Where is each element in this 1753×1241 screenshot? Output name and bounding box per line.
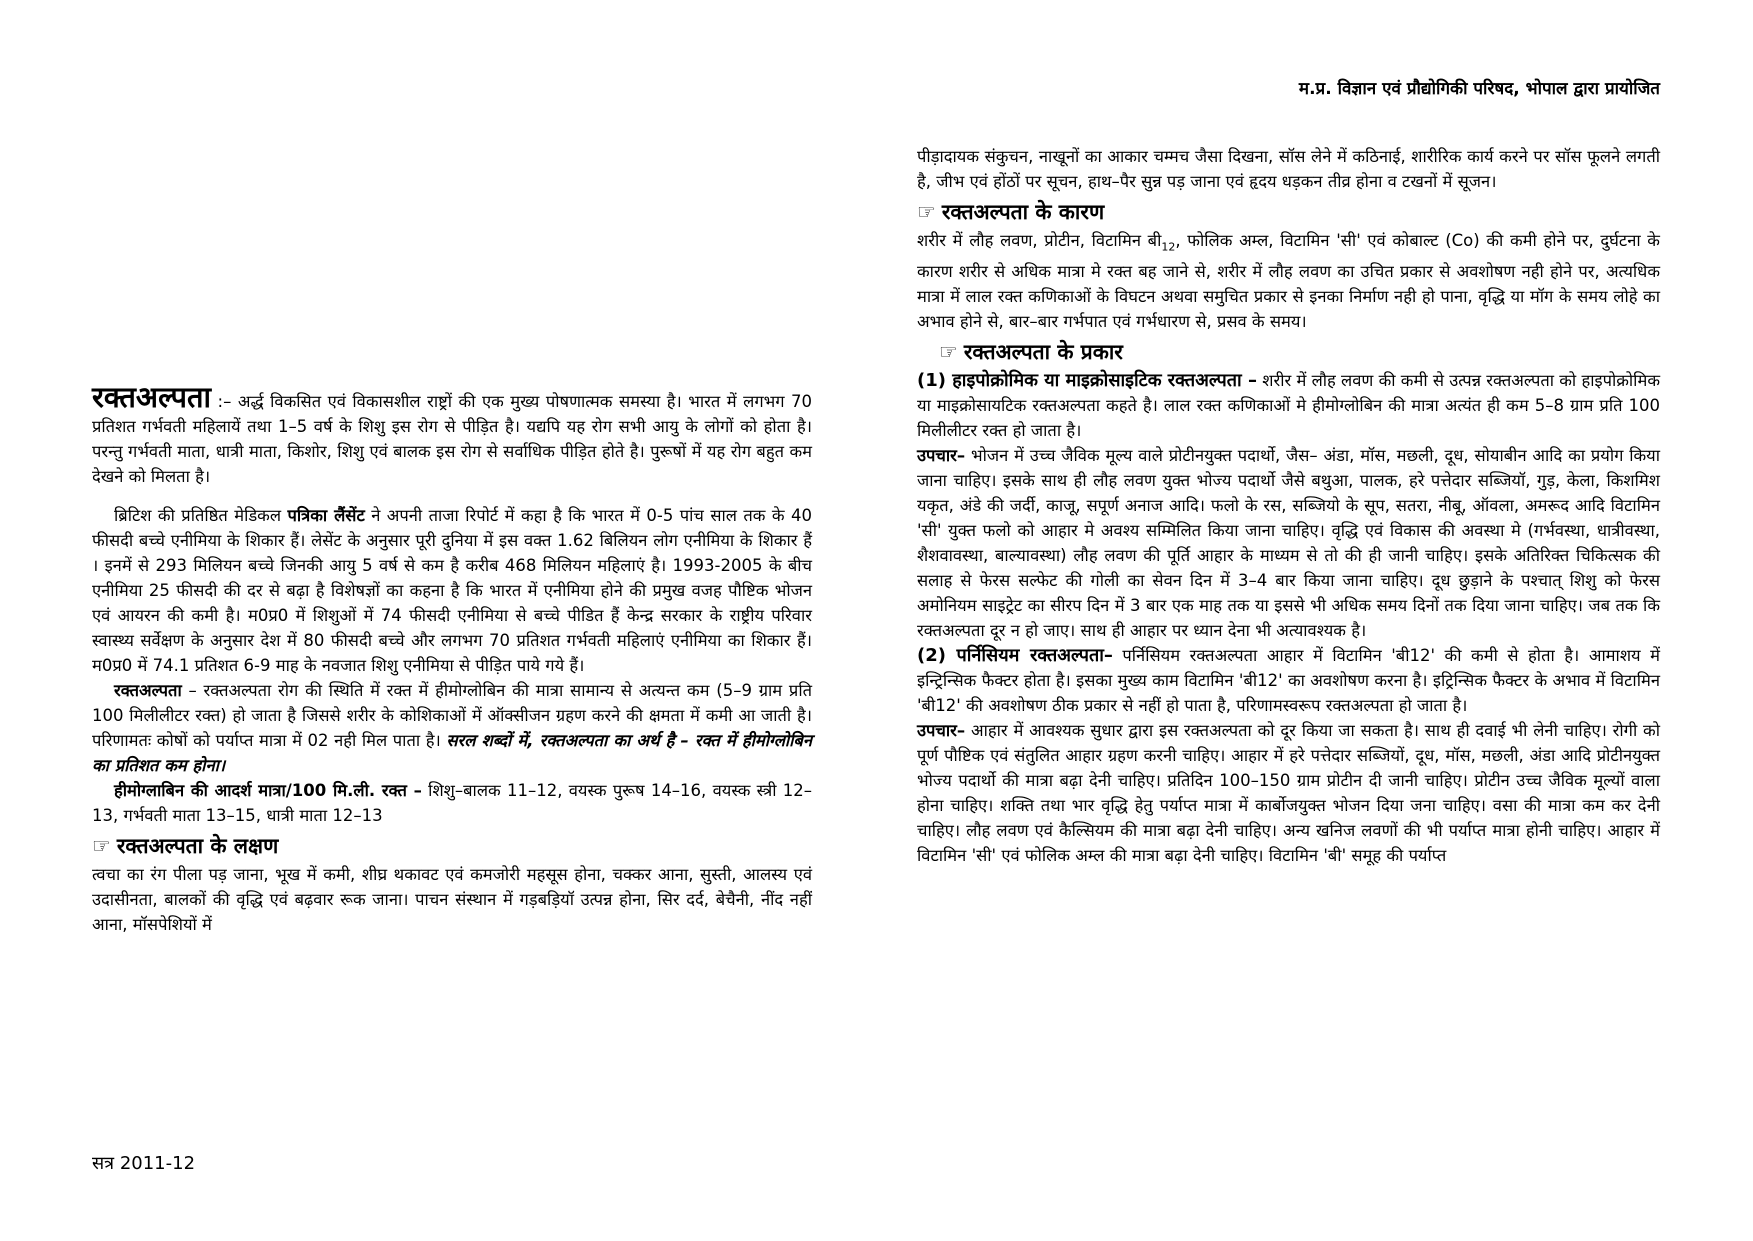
lancet-name: पत्रिका लैंसेंट (287, 506, 365, 525)
symptoms-paragraph: त्वचा का रंग पीला पड़ जाना, भूख में कमी, शीघ्र थकावट एवं कमजोरी महसूस होना, चक्कर आना, सुस्ती, आलस्य एवं उदासीनता, बालकों की वृद्धि एवं बढ़वार रूक जाना। पाचन संस्थान में गड़बड़ियॉ उत्पन्न होना, सिर दर्द, बेचैनी, नींद नहीं आना, मॉसपेशियों में (92, 865, 812, 934)
session-footer: सत्र 2011-12 (92, 1153, 196, 1174)
symptoms-heading (92, 832, 812, 860)
remedy1-paragraph (917, 443, 1660, 643)
type2-text: पर्निसियम रक्तअल्पता आहार में विटामिन 'बी12' की कमी से होता है। आमाशय में इन्ट्रिन्सिक फैक्टर होता है। इसका मुख्य काम विटामिन 'बी12' का अवशोषण करना है। इट्रिन्सिक फैक्टर के अभाव में विटामिन 'बी12' की अवशोषण ठीक प्रकार से नहीं हो पाता है, परिणामस्वरूप रक्तअल्पता हो जाता है। (917, 646, 1660, 716)
causes-paragraph (917, 228, 1660, 334)
pointing-hand-icon: ☞ (917, 200, 936, 224)
causes-text-b: , फोलिक अम्ल, विटामिन 'सी' एवं कोबाल्ट (Co) की कमी होने पर, दुर्घटना के कारण शरीर से अधिक मात्रा मे रक्त बह जाने से, शरीर में लौह लवण का उचित प्रकार से अवशोषण नही होने पर, अत्यधिक मात्रा में लाल रक्त कणिकाओं के विघटन अथवा समुचित प्रकार से इनका निर्माण नही हो पाना, वृद्धि या मॉग के समय लोहे का अभाव होने से, बार–बार गर्भपात एवं गर्भधारण से, प्रसव के समय। (917, 231, 1660, 332)
lancet-text-a: ब्रिटिश की प्रतिष्ठित मेडिकल (114, 506, 288, 525)
pointing-hand-icon: ☞ (939, 340, 958, 365)
intro-text: अर्द्ध विकसित एवं विकासशील राष्ट्रों की एक मुख्य पोषणात्मक समस्या है। भारत में लगभग 70 प्रतिशत गर्भवती महिलायें तथा 1–5 वर्ष के शिशु इस रोग से पीड़ित है। यद्यपि यह रोग सभी आयु के लोगों को होता है। परन्तु गर्भवती माता, धात्री माता, किशोर, शिशु एवं बालक इस रोग से सर्वाधिक पीड़ित होते है। पुरूषों में यह रोग बहुत कम देखने को मिलता है। (92, 392, 812, 486)
types-heading-text: रक्तअल्पता के प्रकार (963, 340, 1123, 365)
right-column (917, 144, 1660, 868)
title-separator: :– (211, 392, 238, 411)
type1-text: शरीर में लौह लवण की कमी से उत्पन्न रक्तअल्पता को हाइपोक्रोमिक या माइक्रोसायटिक रक्तअल्पता कहते है। लाल रक्त कणिकाओं मे हीमोग्लोबिन की मात्रा अत्यंत ही कम 5–8 ग्राम प्रति 100 मिलीलीटर रक्त हो जाता है। (917, 371, 1660, 441)
type1-label: (1) हाइपोक्रोमिक या माइक्रोसाइटिक रक्तअल्पता – (917, 370, 1257, 392)
definition-text: – रक्तअल्पता रोग की स्थिति में रक्त में हीमोग्लोबिन की मात्रा सामान्य से अत्यन्त कम (5–9 ग्राम प्रति 100 मिलीलीटर रक्त) हो जाता है जिससे शरीर के कोशिकाओं में ऑक्सीजन ग्रहण करने की क्षमता में कमी आ जाती है। परिणामतः कोषों को पर्याप्त मात्रा में 02 नही मिल पाता है। (92, 681, 812, 750)
hemoglobin-paragraph (92, 778, 812, 828)
main-title: रक्तअल्पता (92, 380, 212, 414)
intro-paragraph (92, 380, 812, 489)
remedy2-text: आहार में आवश्यक सुधार द्वारा इस रक्तअल्पता को दूर किया जा सकता है। साथ ही दवाई भी लेनी चाहिए। रोगी को पूर्ण पौष्टिक एवं संतुलित आहार ग्रहण करनी चाहिए। आहार में हरे पत्तेदार सब्जियों, दूध, मॉस, मछली, अंडा आदि प्रोटीनयुक्त भोज्य पदार्थो की मात्रा बढ़ा देनी चाहिए। प्रतिदिन 100–150 ग्राम प्रोटीन दी जानी चाहिए। प्रोटीन उच्च जैविक मूल्यों वाला होना चाहिए। शक्ति तथा भार वृद्धि हेतु पर्याप्त मात्रा में कार्बोजयुक्त भोजन दिया जना चाहिए। वसा की मात्रा कम कर देनी चाहिए। लौह लवण एवं कैल्सियम की मात्रा बढ़ा देनी चाहिए। अन्य खनिज लवणों की भी पर्याप्त मात्रा होनी चाहिए। आहार में विटामिन 'सी' एवं फोलिक अम्ल की मात्रा बढ़ा देनी चाहिए। विटामिन 'बी' समूह की पर्याप्त (917, 721, 1660, 866)
hemoglobin-text: शिशु–बालक 11–12, वयस्क पुरूष 14–16, वयस्क स्त्री 12–13, गर्भवती माता 13–15, धात्री माता 12–13 (92, 781, 812, 825)
causes-heading (917, 198, 1660, 226)
symptoms-heading-text: रक्तअल्पता के लक्षण (116, 834, 279, 858)
left-column (92, 380, 813, 937)
definition-emphasis: सरल शब्दों में, रक्तअल्पता का अर्थ है – रक्त में हीमोग्लोबिन का प्रतिशत कम होना। (92, 731, 813, 775)
remedy2-paragraph (917, 718, 1660, 868)
remedy1-text: भोजन में उच्च जैविक मूल्य वाले प्रोटीनयुक्त पदार्थो, जैस– अंडा, मॉस, मछली, दूध, सोयाबीन आदि का प्रयोग किया जाना चाहिए। इसके साथ ही लौह लवण युक्त भोज्य पदार्थो जैसे बथुआ, पालक, हरे पत्तेदार सब्जियॉ, गुड़, केला, किशमिश यकृत, अंडे की जर्दी, काजू, सपूर्ण अनाज आदि। फलो के रस, सब्जियो के सूप, सतरा, नीबू, ऑवला, अमरूद आदि विटामिन 'सी' युक्त फलो को आहार मे अवश्य सम्मिलित किया जाना चाहिए। वृद्धि एवं विकास की अवस्था मे (गर्भवस्था, धात्रीवस्था, शैशवावस्था, बाल्यावस्था) लौह लवण की पूर्ति आहार के माध्यम से तो की ही जानी चाहिए। इसके अतिरिक्त चिकित्सक की सलाह से फेरस सल्फेट की गोली का सेवन दिन में 3–4 बार किया जाना चाहिए। दूध छुड़ाने के पश्चात् शिशु को फेरस अमोनियम साइट्रेट का सीरप दिन में 3 बार एक माह तक या इससे भी अधिक समय दिनों तक दिया जाना चाहिए। जब तक कि रक्तअल्पता दूर न हो जाए। साथ ही आहार पर ध्यान देना भी अत्यावश्यक है। (917, 446, 1660, 641)
symptoms-continued: पीड़ादायक संकुचन, नाखूनों का आकार चम्मच जैसा दिखना, सॉस लेने में कठिनाई, शारीरिक कार्य करने पर सॉस फूलने लगती है, जीभ एवं होंठों पर सूचन, हाथ–पैर सुन्न पड़ जाना एवं हृदय धड़कन तीव्र होना व टखनों में सूजन। (917, 147, 1660, 191)
definition-label: रक्तअल्पता (114, 681, 182, 700)
types-heading (939, 338, 1660, 366)
type2-paragraph (917, 643, 1660, 718)
causes-subscript: 12 (1161, 240, 1176, 254)
remedy1-label: उपचार– (917, 446, 966, 466)
definition-paragraph (92, 678, 812, 778)
hemoglobin-label: हीमोग्लाबिन की आदर्श मात्रा/100 मि.ली. रक्त – (114, 781, 422, 800)
pointing-hand-icon: ☞ (92, 834, 111, 858)
lancet-text-b: ने अपनी ताजा रिपोर्ट में कहा है कि भारत में 0-5 पांच साल तक के 40 फीसदी बच्चे एनीमिया के शिकार हैं। लेसेंट के अनुसार पूरी दुनिया में इस वक्त 1.62 बिलियन लोग एनीमिया के शिकार हैं । इनमें से 293 मिलियन बच्चे जिनकी आयु 5 वर्ष से कम है करीब 468 मिलियन महिलाएं है। 1993-2005 के बीच एनीमिया 25 फीसदी की दर से बढ़ा है विशेषज्ञों का कहना है कि भारत में एनीमिया होने की प्रमुख वजह पौष्टिक भोजन एवं आयरन की कमी है। म0प्र0 में शिशुओं में 74 फीसदी एनीमिया से बच्चे पीडित हैं केन्द्र सरकार के राष्ट्रीय परिवार स्वास्थ्य सर्वेक्षण के अनुसार देश में 80 फीसदी बच्चे और लगभग 70 प्रतिशत गर्भवती महिलाएं एनीमिया का शिकार हैं। म0प्र0 में 74.1 प्रतिशत 6-9 माह के नवजात शिशु एनीमिया से पीड़ित पाये गये हैं। (92, 506, 812, 675)
remedy2-label: उपचार– (917, 721, 966, 741)
causes-heading-text: रक्तअल्पता के कारण (941, 200, 1105, 224)
lancet-paragraph (92, 503, 812, 678)
type1-paragraph (917, 368, 1660, 443)
sponsor-header: म.प्र. विज्ञान एवं प्रौद्योगिकी परिषद, भोपाल द्वारा प्रायोजित (1298, 79, 1660, 99)
causes-text-a: शरीर में लौह लवण, प्रोटीन, विटामिन बी (917, 231, 1162, 250)
type2-label: (2) पर्निसियम रक्तअल्पता– (917, 645, 1113, 667)
